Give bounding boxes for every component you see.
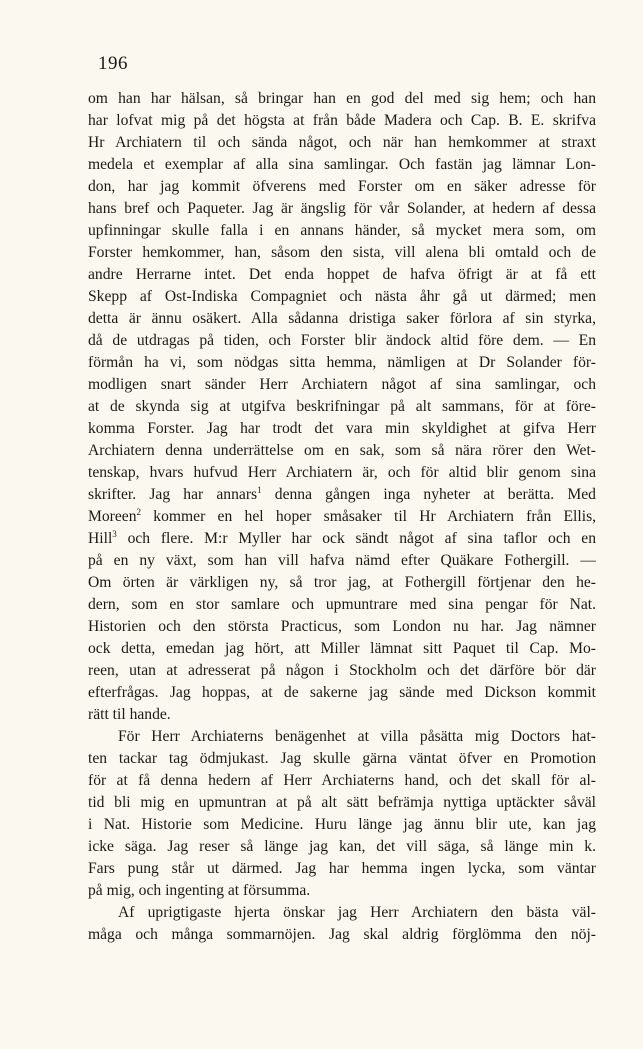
text-line: skrifter. Jag har annars$^1$ denna gången inga nyheter at berätta. Med xyxy=(88,484,596,503)
text-line: reen, utan at adresserat på någon i Stockholm och det därföre bör där xyxy=(88,662,596,679)
text-line: modligen snart sänder Herr Archiatern något af sina samlingar, och xyxy=(88,376,596,393)
text-line: ten tackar tag ödmjukast. Jag skulle gärna väntat öfver en Promotion xyxy=(88,750,596,767)
text-line: at de skynda sig at utgifva beskrifningar på alt sammans, för at före- xyxy=(88,398,596,415)
text-line: Moreen$^2$ kommer en hel hoper småsaker til Hr Archiatern från Ellis, xyxy=(88,506,597,525)
text-line: komma Forster. Jag har trodt det vara min skyldighet at gifva Herr xyxy=(88,420,596,437)
text-line: Archiatern denna underrättelse om en sak, som så nära rörer den Wet- xyxy=(88,442,596,459)
text-line: för at få denna hedern af Herr Archiaterns hand, och det skall för al- xyxy=(88,772,596,789)
text-line: tid bli mig en upmuntran at på alt sätt befrämja nyttiga uptäckter såväl xyxy=(88,794,596,811)
text-line: Historien och den största Practicus, som London nu har. Jag nämner xyxy=(88,618,596,635)
text-line: om han har hälsan, så bringar han en god del med sig hem; och han xyxy=(88,90,596,107)
text-line: Om örten är värkligen ny, så tror jag, at Fothergill förtjenar den he- xyxy=(88,574,596,591)
text-line: Af uprigtigaste hjerta önskar jag Herr Archiatern den bästa väl- xyxy=(118,904,596,921)
text-line: detta är ännu osäkert. Alla sådanna dristiga saker förlora af sin styrka, xyxy=(88,310,596,327)
text-line: måga och många sommarnöjen. Jag skal aldrig förglömma den nöj- xyxy=(88,926,596,943)
text-line: upfinningar skulle falla i en annans händer, så mycket mera som, om xyxy=(88,222,596,239)
text-line: andre Herrarne intet. Det enda hoppet de hafva öfrigt är at få ett xyxy=(88,266,596,283)
page-number: 196 xyxy=(98,53,128,74)
letter-text xyxy=(88,88,596,946)
text-line: Skepp af Ost-Indiska Compagniet och nästa åhr gå ut därmed; men xyxy=(88,288,596,305)
text-line: efterfrågas. Jag hoppas, at de sakerne jag sände med Dickson kommit xyxy=(88,684,596,701)
text-line: har lofvat mig på det högsta at från både Madera och Cap. B. E. skrifva xyxy=(88,112,596,129)
text-line: För Herr Archiaterns benägenhet at villa påsätta mig Doctors hat- xyxy=(118,728,596,745)
text-line: medela et exemplar af alla sina samlingar. Och fastän jag lämnar Lon- xyxy=(88,156,596,173)
text-line: på en ny växt, som han vill hafva nämd efter Quäkare Fothergill. — xyxy=(88,552,596,569)
text-line: tenskap, hvars hufvud Herr Archiatern är, och för altid blir genom sina xyxy=(88,464,596,481)
text-line: Hr Archiatern til och sända något, och när han hemkommer at straxt xyxy=(88,134,596,151)
text-line: i Nat. Historie som Medicine. Huru länge jag ännu blir ute, kan jag xyxy=(88,816,596,833)
text-line: förmån ha vi, som nödgas sitta hemma, nämligen at Dr Solander för- xyxy=(88,354,596,371)
text-line: ock detta, emedan jag hört, att Miller lämnat sitt Paquet til Cap. Mo- xyxy=(88,640,596,657)
text-line: icke säga. Jag reser så länge jag kan, det vill säga, så länge min k. xyxy=(88,838,596,855)
text-line: dern, som en stor samlare och upmuntrare med sina pengar för Nat. xyxy=(88,596,596,613)
text-line: don, har jag kommit öfverens med Forster om en säker adresse för xyxy=(88,178,596,195)
text-line: Hill$^3$ och flere. M:r Myller har ock sändt något af sina taflor och en xyxy=(88,528,597,547)
text-line: då de utdragas på tiden, och Forster blir ändock altid före dem. — En xyxy=(88,332,596,349)
text-line: hans bref och Paqueter. Jag är ängslig för vår Solander, at hedern af dessa xyxy=(88,200,596,217)
text-line: på mig, och ingenting at försumma. xyxy=(88,882,311,899)
text-line: Forster hemkommer, han, såsom den sista, vill alena bli omtald och de xyxy=(88,244,596,261)
text-line: rätt til hande. xyxy=(88,706,171,723)
text-line: Fars pung står ut därmed. Jag har hemma ingen lycka, som väntar xyxy=(88,860,596,877)
